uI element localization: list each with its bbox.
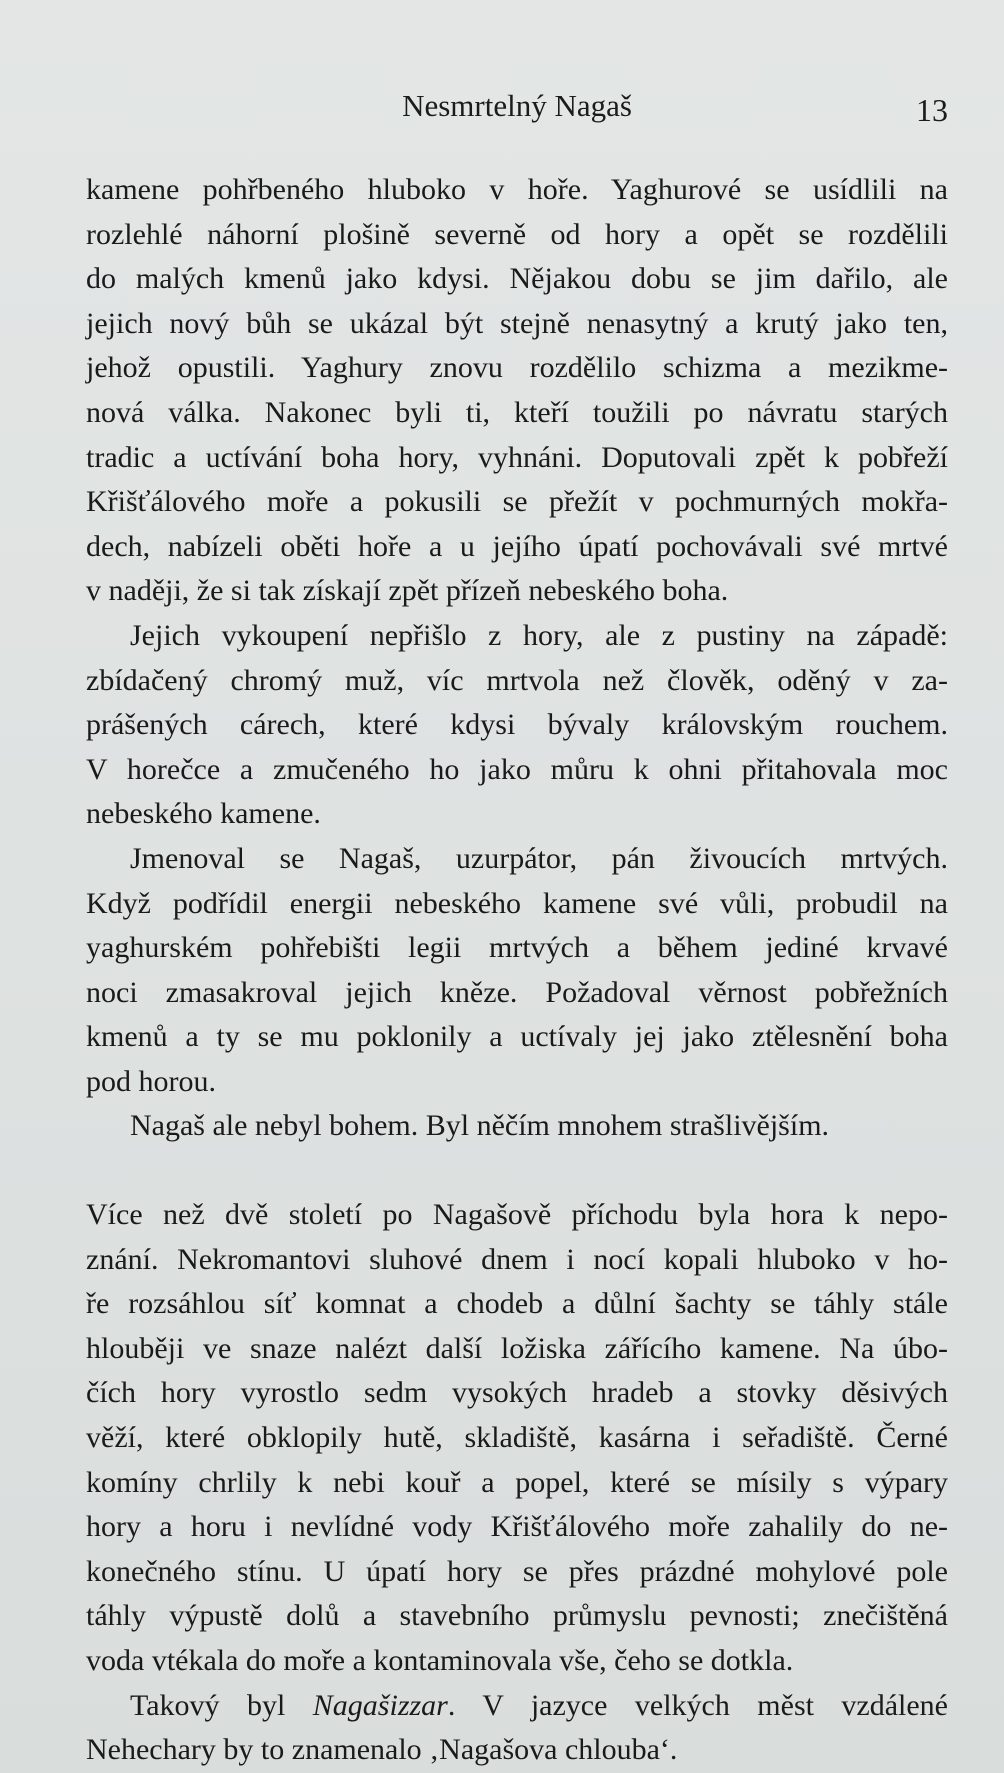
text-line: Když podřídil energii nebeského kamene své vůli, probudil na [86, 886, 948, 920]
text-line: dech, nabízeli oběti hoře a u jejího úpatí pochovávali své mrtvé [86, 529, 948, 563]
text-line: Křišťálového moře a pokusili se přežít v pochmurných mokřa- [86, 485, 948, 519]
text-line: jejich nový bůh se ukázal být stejně nenasytný a krutý jako ten, [86, 306, 948, 340]
page-number: 13 [916, 92, 948, 128]
text-line: V horečce a zmučeného ho jako můru k ohni přitahovala moc [86, 752, 948, 786]
text-line: konečného stínu. U úpatí hory se přes prázdné mohylové pole [86, 1554, 948, 1588]
text-line: noci zmasakroval jejich kněze. Požadoval věrnost pobřežních [86, 975, 948, 1009]
paragraph-2 [86, 614, 948, 837]
text-line: rozlehlé náhorní plošině severně od hory a opět se rozdělili [86, 217, 948, 251]
text-line: Jejich vykoupení nepřišlo z hory, ale z pustiny na západě: [130, 618, 948, 652]
text-run: . V jazyce velkých měst vzdálené [447, 1688, 948, 1722]
text-line: nebeského kamene. [86, 797, 321, 831]
paragraph-5 [86, 1193, 948, 1684]
paragraph-1 [86, 168, 948, 614]
text-line: v naději, že si tak získají zpět přízeň nebeského boha. [86, 574, 729, 608]
text-line: nová válka. Nakonec byli ti, kteří toužili po návratu starých [86, 395, 948, 429]
text-line: hory a horu i nevlídné vody Křišťálového moře zahalily do ne- [86, 1510, 948, 1544]
text-line: do malých kmenů jako kdysi. Nějakou dobu se jim dařilo, ale [86, 262, 948, 296]
text-line: zbídačený chromý muž, víc mrtvola než člověk, oděný v za- [86, 663, 948, 697]
text-line: yaghurském pohřebišti legii mrtvých a během jediné krvavé [86, 931, 948, 965]
text-line: táhly výpustě dolů a stavebního průmyslu pevnosti; znečištěná [86, 1599, 948, 1633]
text-line: komíny chrlily k nebi kouř a popel, které se mísily s výpary [86, 1465, 948, 1499]
text-line: Jmenoval se Nagaš, uzurpátor, pán živoucích mrtvých. [130, 841, 948, 875]
paragraph-3 [86, 837, 948, 1105]
text-line: kamene pohřbeného hluboko v hoře. Yaghurové se usídlili na [86, 173, 948, 206]
text-line: jehož opustili. Yaghury znovu rozdělilo schizma a mezikme- [86, 351, 948, 385]
text-line: prášených cárech, které kdysi bývaly královským rouchem. [86, 708, 948, 742]
text-line: věží, které obklopily hutě, skladiště, kasárna i seřadiště. Černé [86, 1421, 948, 1455]
text-run: Takový byl [130, 1688, 313, 1722]
paragraph-4 [86, 1104, 948, 1149]
text-line-mixed [86, 1684, 948, 1729]
text-line: pod horou. [86, 1064, 216, 1098]
text-line: Nagaš ale nebyl bohem. Byl něčím mnohem strašlivějším. [130, 1109, 830, 1143]
text-line: voda vtékala do moře a kontaminovala vše, čeho se dotkla. [86, 1644, 794, 1677]
running-head [86, 84, 948, 134]
text-line: tradic a uctívání boha hory, vyhnáni. Doputovali zpět k pobřeží [86, 440, 948, 474]
section-break [86, 1149, 948, 1193]
body-text [86, 168, 948, 1773]
paragraph-6 [86, 1684, 948, 1773]
text-line: hlouběji ve snaze nalézt další ložiska zářícího kamene. Na úbo- [86, 1331, 948, 1365]
running-title: Nesmrtelný Nagaš [402, 88, 632, 123]
text-line: kmenů a ty se mu poklonily a uctívaly jej jako ztělesnění boha [86, 1020, 948, 1054]
text-line: Nehechary by to znamenalo ‚Nagašova chlouba‘. [86, 1733, 678, 1767]
text-line: čích hory vyrostlo sedm vysokých hradeb a stovky děsivých [86, 1376, 948, 1410]
text-line: znání. Nekromantovi sluhové dnem i nocí kopali hluboko v ho- [86, 1242, 948, 1276]
text-line: Více než dvě století po Nagašově příchodu byla hora k nepo- [86, 1198, 948, 1232]
italic-term: Nagašizzar [312, 1688, 448, 1722]
text-line: ře rozsáhlou síť komnat a chodeb a důlní šachty se táhly stále [86, 1287, 948, 1321]
